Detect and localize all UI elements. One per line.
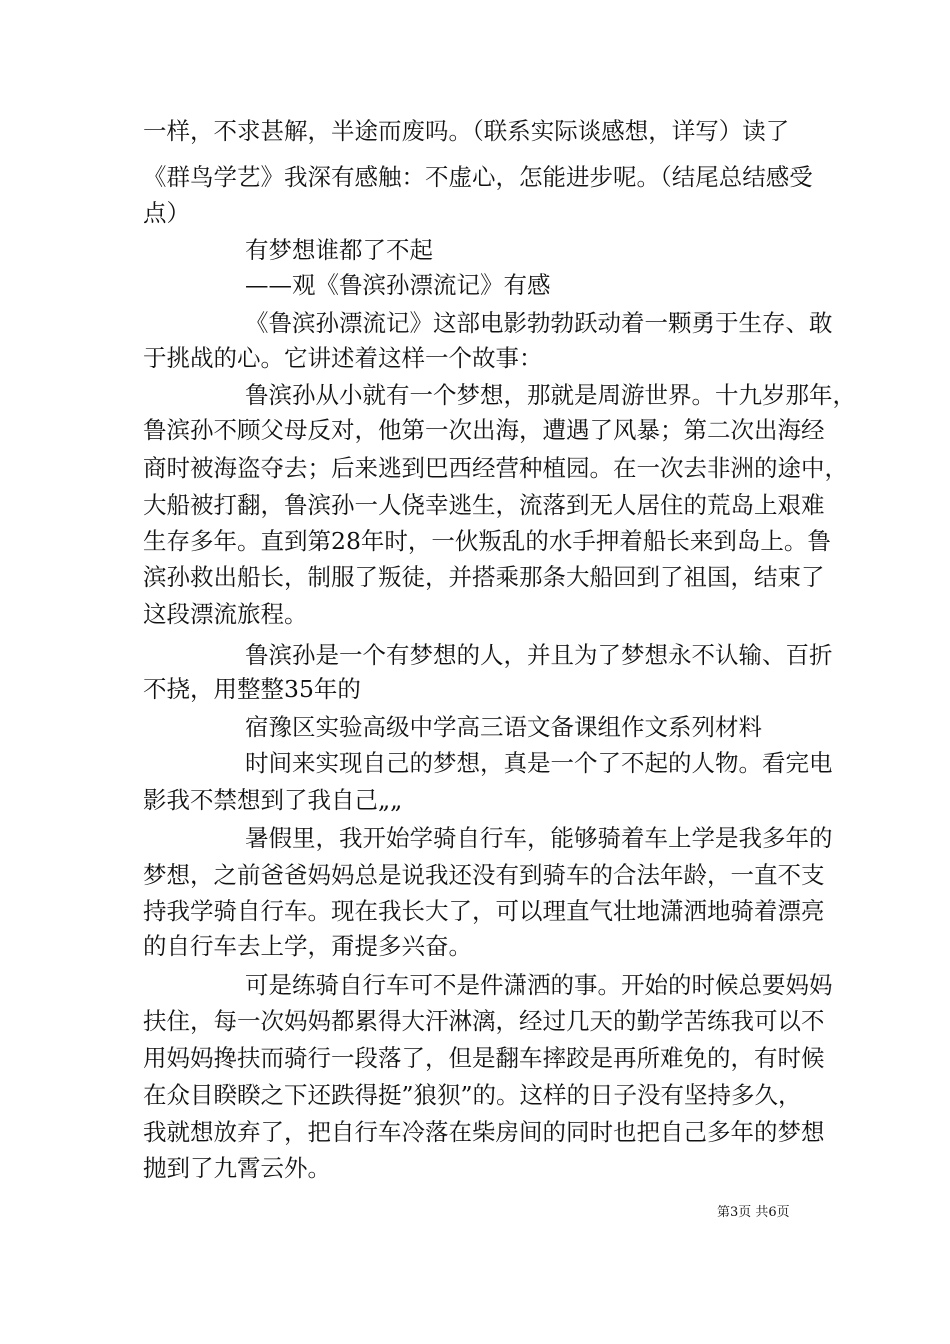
text-line: 可是练骑自行车可不是件潇洒的事。开始的时候总要妈妈 (245, 971, 833, 999)
text-line: 于挑战的心。它讲述着这样一个故事： (143, 344, 543, 372)
text-line: 生存多年。直到第28年时，一伙叛乱的水手押着船长来到岛上。鲁 (143, 527, 831, 555)
text-line: 商时被海盗夺去；后来逃到巴西经营种植园。在一次去非洲的途中， (143, 454, 848, 482)
running-header: 宿豫区实验高级中学高三语文备课组作文系列材料 (245, 713, 762, 741)
text-line: 鲁滨孙从小就有一个梦想，那就是周游世界。十九岁那年， (245, 381, 856, 409)
text-line: 一样，不求甚解，半途而废吗。（联系实际谈感想，详写）读了 (143, 117, 790, 145)
text-line: 时间来实现自己的梦想，真是一个了不起的人物。看完电 (245, 749, 833, 777)
page-number: 第3页 共6页 (717, 1205, 790, 1220)
text-line: 《群鸟学艺》我深有感触：不虚心，怎能进步呢。（结尾总结感受 (143, 163, 813, 191)
text-line: 影我不禁想到了我自己„„ (143, 786, 403, 814)
essay-subtitle: ——观《鲁滨孙漂流记》有感 (245, 271, 551, 299)
text-line: 鲁滨孙是一个有梦想的人，并且为了梦想永不认输、百折 (245, 641, 833, 669)
text-line: 我就想放弃了，把自行车冷落在柴房间的同时也把自己多年的梦想 (143, 1118, 825, 1146)
text-line: 持我学骑自行车。现在我长大了，可以理直气壮地潇洒地骑着漂亮 (143, 897, 825, 925)
text-line: 《鲁滨孙漂流记》这部电影勃勃跃动着一颗勇于生存、敢 (245, 309, 833, 337)
text-line: 滨孙救出船长，制服了叛徒，并搭乘那条大船回到了祖国，结束了 (143, 563, 825, 591)
text-line: 扶住，每一次妈妈都累得大汗淋漓，经过几天的勤学苦练我可以不 (143, 1007, 825, 1035)
text-line: 大船被打翻，鲁滨孙一人侥幸逃生，流落到无人居住的荒岛上艰难 (143, 491, 825, 519)
text-line: 点） (143, 199, 190, 227)
text-line: 的自行车去上学，甭提多兴奋。 (143, 932, 472, 960)
text-line: 抛到了九霄云外。 (143, 1154, 331, 1182)
essay-title: 有梦想谁都了不起 (245, 236, 433, 264)
text-line: 不挠，用整整35年的 (143, 675, 361, 703)
text-line: 在众目睽睽之下还跌得挺”狼狈”的。这样的日子没有坚持多久， (143, 1081, 802, 1109)
text-line: 用妈妈搀扶而骑行一段落了，但是翻车摔跤是再所难免的，有时候 (143, 1044, 825, 1072)
text-line: 暑假里，我开始学骑自行车，能够骑着车上学是我多年的 (245, 824, 833, 852)
text-line: 鲁滨孙不顾父母反对，他第一次出海，遭遇了风暴；第二次出海经 (143, 416, 825, 444)
text-line: 梦想，之前爸爸妈妈总是说我还没有到骑车的合法年龄，一直不支 (143, 861, 825, 889)
text-line: 这段漂流旅程。 (143, 600, 308, 628)
